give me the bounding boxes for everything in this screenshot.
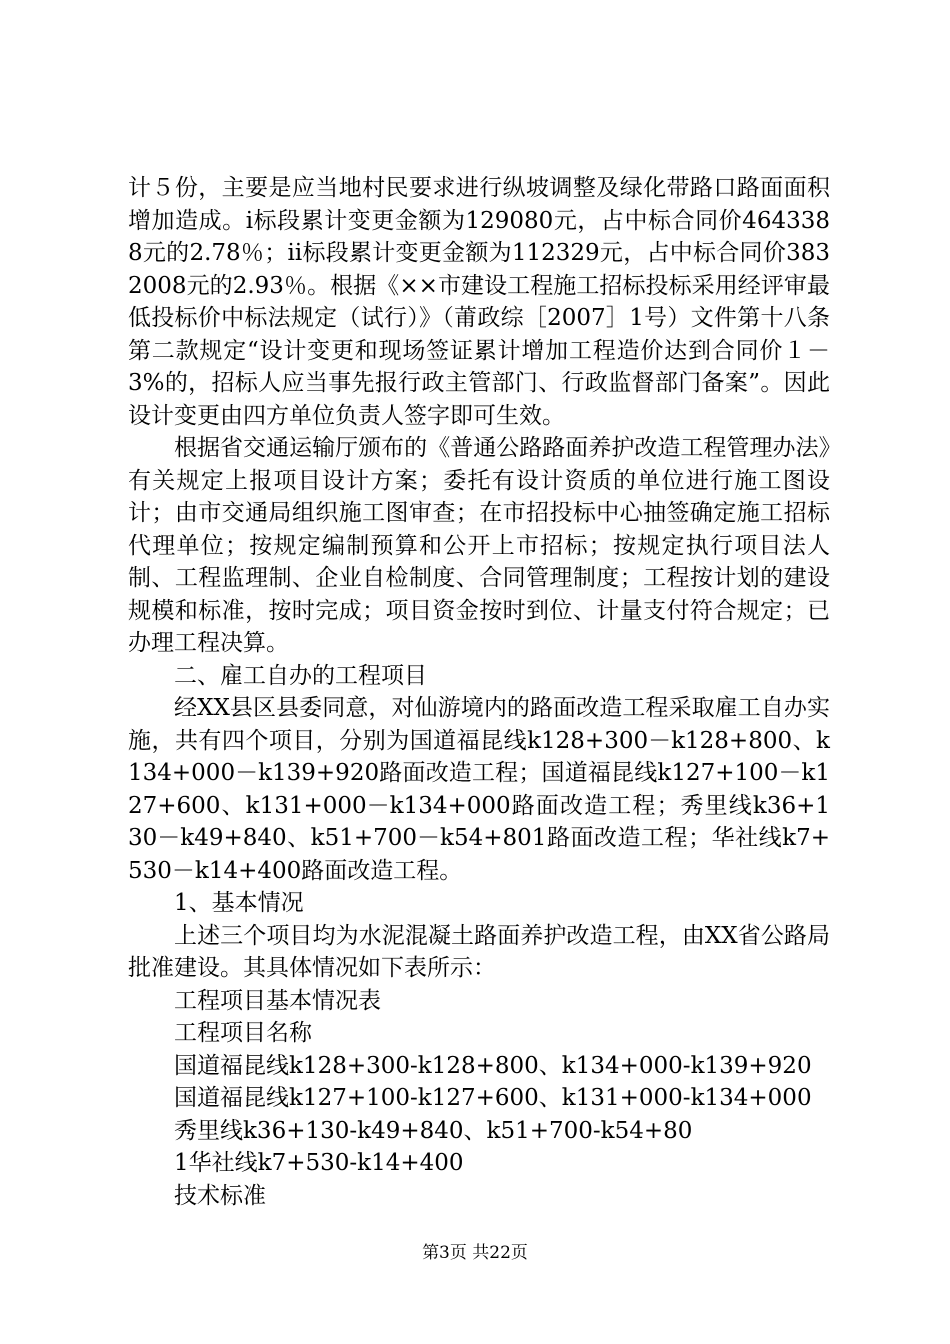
table-row-project-2: 国道福昆线k127+100-k127+600、k131+000-k134+000 [174, 1085, 812, 1111]
table-row-project-3: 秀里线k36+130-k49+840、k51+700-k54+80 [174, 1117, 693, 1144]
section-heading-self-run-projects: 二、雇工自办的工程项目 [174, 662, 427, 689]
page-footer: 第3页 共22页 [422, 1243, 528, 1263]
subheading-basic-situation: 1、基本情况 [174, 890, 304, 916]
paragraph-management-procedure: 根据省交通运输厅颁布的《普通公路路面养护改造工程管理办法》有关规定上报项目设计方案；委托有设计资质的单位进行施工图设计；由市交通局组织施工图审查；在市招投标中心抽签确定施工招标代理单位；按规定编制预算和公开上市招标；按规定执行项目法人制、工程监理制、企业自检制度、合同管理制度；工程按计划的建设规模和标准，按时完成；项目资金按时到位、计量支付符合规定；已办理工程决算。 [128, 435, 830, 656]
paragraph-approval: 上述三个项目均为水泥混凝土路面养护改造工程，由XX省公路局批准建设。其具体情况如下表所示： [128, 922, 830, 981]
paragraph-design-change: 计５份，主要是应当地村民要求进行纵坡调整及绿化带路口路面面积增加造成。ⅰ标段累计变更金额为129080元，占中标合同价4643388元的2.78％；ⅱ标段累计变更金额为112329元，占中标合同价3832008元的2.93％。根据《××市建设工程施工招标投标采用经评审最低投标价中标法规定（试行）》（莆政综［2007］1号）文件第十八条第二款规定“设计变更和现场签证累计增加工程造价达到合同价１－3%的，招标人应当事先报行政主管部门、行政监督部门备案”。因此设计变更由四方单位负责人签字即可生效。 [128, 175, 830, 429]
table-header-project-name: 工程项目名称 [174, 1020, 312, 1046]
table-row-project-1: 国道福昆线k128+300-k128+800、k134+000-k139+920 [174, 1052, 812, 1079]
table-row-project-4: 1华社线k7+530-k14+400 [174, 1150, 464, 1176]
paragraph-project-list: 经XX县区县委同意，对仙游境内的路面改造工程采取雇工自办实施，共有四个项目，分别为国道福昆线k128+300－k128+800、k134+000－k139+920路面改造工程；国道福昆线k127+100－k127+600、k131+000－k134+000路面改造工程；秀里线k36+130－k49+840、k51+700－k54+801路面改造工程；华社线k7+530－k14+400路面改造工程。 [128, 695, 830, 884]
table-title: 工程项目基本情况表 [174, 987, 381, 1014]
table-header-technical-standard: 技术标准 [174, 1182, 266, 1209]
document-body [128, 172, 830, 1212]
